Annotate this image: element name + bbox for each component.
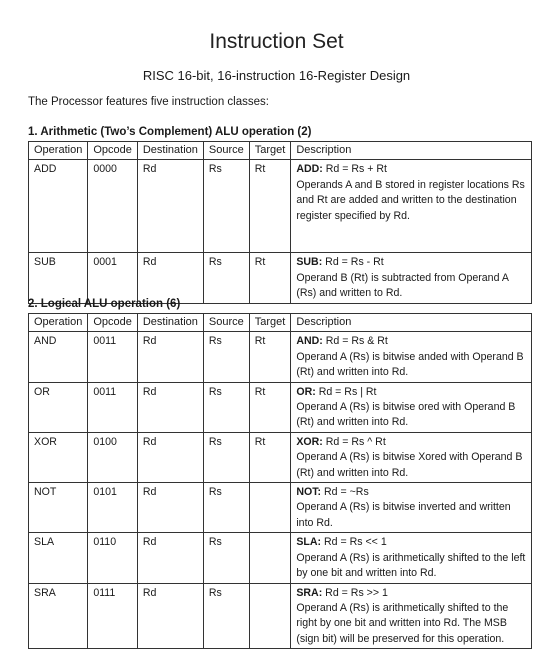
cell-destination: Rd	[137, 483, 203, 533]
cell-opcode: 0111	[88, 583, 138, 649]
cell-operation: OR	[29, 382, 88, 432]
col-header-target: Target	[249, 314, 291, 332]
desc-text: Operand A (Rs) is arithmetically shifted to the left by one bit and written into Rd.	[296, 551, 526, 580]
table-row	[29, 432, 532, 482]
cell-operation: AND	[29, 332, 88, 382]
desc-mnemonic: SUB:	[296, 256, 323, 269]
cell-operation: SRA	[29, 583, 88, 649]
cell-source: Rs	[203, 382, 249, 432]
desc-text: Operand B (Rt) is subtracted from Operand A (Rs) and written to Rd.	[296, 271, 509, 300]
desc-text: Operand A (Rs) is bitwise ored with Operand B (Rt) and written into Rd.	[296, 401, 516, 429]
cell-description	[291, 382, 532, 432]
cell-target	[249, 533, 291, 583]
desc-equation: Rd = ~Rs	[321, 486, 369, 499]
cell-description	[291, 432, 532, 482]
col-header-operation: Operation	[29, 314, 88, 332]
cell-description	[291, 583, 532, 649]
desc-mnemonic: SLA:	[296, 536, 322, 549]
desc-equation: Rd = Rs >> 1	[322, 586, 388, 599]
cell-destination: Rd	[137, 533, 203, 583]
desc-text: Operand A (Rs) is bitwise anded with Operand B (Rt) and written into Rd.	[296, 350, 524, 379]
cell-source: Rs	[203, 432, 249, 482]
desc-equation: Rd = Rs & Rt	[322, 335, 388, 348]
col-header-opcode: Opcode	[88, 314, 138, 332]
intro-text: The Processor features five instruction classes:	[28, 96, 269, 108]
table-row	[29, 160, 532, 253]
desc-equation: Rd = Rs ^ Rt	[322, 435, 386, 448]
cell-description	[291, 533, 532, 583]
desc-equation: Rd = Rs | Rt	[315, 385, 377, 398]
col-header-operation: Operation	[29, 142, 88, 160]
col-header-opcode: Opcode	[88, 142, 138, 160]
desc-mnemonic: OR:	[296, 385, 316, 398]
table-header-row	[29, 314, 532, 332]
cell-opcode: 0011	[88, 382, 138, 432]
desc-mnemonic: SRA:	[296, 586, 323, 599]
cell-source: Rs	[203, 160, 249, 253]
cell-operation: SLA	[29, 533, 88, 583]
cell-target: Rt	[249, 382, 291, 432]
cell-target: Rt	[249, 332, 291, 382]
page-subtitle: RISC 16-bit, 16-instruction 16-Register Design	[142, 68, 411, 83]
section-heading-arithmetic: 1. Arithmetic (Two’s Complement) ALU operation (2)	[28, 126, 312, 138]
table-row	[29, 483, 532, 533]
desc-text: Operand A (Rs) is bitwise Xored with Operand B (Rt) and written into Rd.	[296, 451, 523, 479]
col-header-target: Target	[249, 142, 291, 160]
cell-target	[249, 483, 291, 533]
cell-description	[291, 253, 532, 303]
table-row	[29, 533, 532, 583]
cell-source: Rs	[203, 533, 249, 583]
cell-destination: Rd	[137, 382, 203, 432]
cell-operation: XOR	[29, 432, 88, 482]
cell-description	[291, 160, 532, 253]
cell-destination: Rd	[137, 432, 203, 482]
col-header-source: Source	[203, 314, 249, 332]
table-header-row	[29, 142, 532, 160]
desc-equation: Rd = Rs + Rt	[322, 163, 387, 176]
table-row	[29, 583, 532, 649]
desc-equation: Rd = Rs << 1	[321, 536, 387, 549]
cell-opcode: 0011	[88, 332, 138, 382]
cell-operation: SUB	[29, 253, 88, 303]
col-header-destination: Destination	[137, 314, 203, 332]
cell-source: Rs	[203, 332, 249, 382]
desc-mnemonic: NOT:	[296, 486, 322, 499]
cell-target: Rt	[249, 432, 291, 482]
desc-text: Operand A (Rs) is arithmetically shifted to the right by one bit and written into Rd. The MSB (sign bit) will be preserved for this operation.	[296, 601, 509, 645]
cell-target	[249, 583, 291, 649]
logical-table	[28, 313, 532, 649]
cell-description	[291, 483, 532, 533]
section-heading-logical: 2. Logical ALU operation (6)	[28, 298, 181, 310]
desc-mnemonic: XOR:	[296, 435, 323, 448]
cell-destination: Rd	[137, 332, 203, 382]
desc-equation: Rd = Rs - Rt	[322, 256, 384, 269]
desc-text: Operands A and B stored in register locations Rs and Rt are added and written to the destination register specified by Rd.	[296, 178, 525, 222]
desc-mnemonic: ADD:	[296, 163, 323, 176]
cell-source: Rs	[203, 253, 249, 303]
col-header-destination: Destination	[137, 142, 203, 160]
cell-source: Rs	[203, 483, 249, 533]
table-row	[29, 253, 532, 303]
cell-operation: NOT	[29, 483, 88, 533]
col-header-source: Source	[203, 142, 249, 160]
col-header-description: Description	[291, 142, 532, 160]
cell-destination: Rd	[137, 583, 203, 649]
cell-opcode: 0101	[88, 483, 138, 533]
cell-destination: Rd	[137, 160, 203, 253]
arithmetic-table	[28, 141, 532, 304]
cell-description	[291, 332, 532, 382]
desc-text: Operand A (Rs) is bitwise inverted and written into Rd.	[296, 501, 511, 529]
cell-target: Rt	[249, 160, 291, 253]
cell-operation: ADD	[29, 160, 88, 253]
table-row	[29, 382, 532, 432]
cell-opcode: 0000	[88, 160, 138, 253]
table-row	[29, 332, 532, 382]
page-title: Instruction Set	[209, 30, 344, 53]
cell-opcode: 0110	[88, 533, 138, 583]
cell-destination: Rd	[137, 253, 203, 303]
cell-target: Rt	[249, 253, 291, 303]
col-header-description: Description	[291, 314, 532, 332]
desc-mnemonic: AND:	[296, 335, 323, 348]
cell-source: Rs	[203, 583, 249, 649]
cell-opcode: 0001	[88, 253, 138, 303]
cell-opcode: 0100	[88, 432, 138, 482]
